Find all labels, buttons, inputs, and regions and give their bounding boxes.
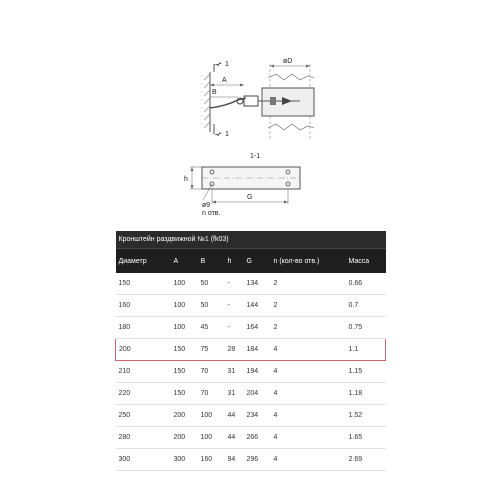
spec-table [115,231,386,471]
table-cell: 200 [116,339,171,361]
table-cell: 300 [116,449,171,471]
table-cell: 0.75 [346,317,386,339]
table-cell: 200 [171,427,198,449]
table-cell: 94 [225,449,244,471]
table-title-row [116,231,386,249]
table-cell: 0.66 [346,273,386,295]
table-cell: 75 [198,339,225,361]
column-header: h [225,249,244,274]
table-cell: 4 [271,405,346,427]
table-cell: 100 [171,295,198,317]
table-cell: 2.69 [346,449,386,471]
table-cell: 144 [244,295,271,317]
table-cell: 250 [116,405,171,427]
table-row [116,273,386,295]
table-cell: 70 [198,383,225,405]
table-cell: 100 [171,317,198,339]
table-cell: 100 [198,427,225,449]
table-cell: 180 [116,317,171,339]
hole-diameter-label: ø9 [202,202,211,209]
column-header: Диаметр [116,249,171,274]
table-cell: 266 [244,427,271,449]
table-cell: 150 [171,383,198,405]
table-cell: 234 [244,405,271,427]
table-header-row [116,249,386,274]
table-cell: 160 [198,449,225,471]
table-cell: 4 [271,449,346,471]
column-header: n (кол-во отв.) [271,249,346,274]
table-cell: 4 [271,383,346,405]
table-cell: 220 [116,383,171,405]
table-row [116,383,386,405]
table-cell: 1.65 [346,427,386,449]
table-cell: 4 [271,361,346,383]
table-cell: 134 [244,273,271,295]
table-cell: 204 [244,383,271,405]
column-header: B [198,249,225,274]
table-cell: 2 [271,295,346,317]
table-cell: 1.18 [346,383,386,405]
column-header: Масса [346,249,386,274]
table-cell: 50 [198,273,225,295]
table-cell: 194 [244,361,271,383]
table-row [116,427,386,449]
table-row [116,449,386,471]
section-marker-bottom: 1 [225,131,229,138]
table-cell: 70 [198,361,225,383]
bracket-arm [210,98,246,108]
table-cell: 2 [271,273,346,295]
table-cell: - [225,273,244,295]
table-row [116,317,386,339]
table-cell: 150 [171,361,198,383]
table-title: Кронштейн раздвижной №1 (fk03) [116,231,386,249]
technical-drawing [0,0,500,230]
table-cell: 1.52 [346,405,386,427]
wall-hatching [204,74,210,128]
table-cell: 4 [271,427,346,449]
table-cell: 44 [225,405,244,427]
table-row [116,405,386,427]
table-row [116,361,386,383]
table-cell: 0.7 [346,295,386,317]
table-cell: 280 [116,427,171,449]
table-cell: 100 [171,273,198,295]
table-cell: 1.1 [346,339,386,361]
table-cell: - [225,295,244,317]
table-cell: 45 [198,317,225,339]
table-cell: 210 [116,361,171,383]
table-cell: 184 [244,339,271,361]
table-cell: 200 [171,405,198,427]
table-cell: 44 [225,427,244,449]
table-cell: 150 [171,339,198,361]
table-cell: 300 [171,449,198,471]
column-header: G [244,249,271,274]
table-cell: 1.15 [346,361,386,383]
table-cell: 150 [116,273,171,295]
section-marker-top: 1 [225,61,229,68]
table-cell: 31 [225,361,244,383]
table-cell: 4 [271,339,346,361]
section-view-title: 1-1 [250,153,261,160]
table-cell: 31 [225,383,244,405]
table-cell: 296 [244,449,271,471]
table-cell: 50 [198,295,225,317]
dim-label-h: h [184,176,188,183]
dim-label-G: G [247,194,253,201]
dim-label-D: øD [283,58,293,65]
table-row-highlighted [116,339,386,361]
hole-count-label: n отв. [202,210,221,217]
table-row [116,295,386,317]
column-header: A [171,249,198,274]
dim-label-B: B [212,89,217,96]
table-cell: 164 [244,317,271,339]
table-cell: 28 [225,339,244,361]
dim-label-A: A [222,77,227,84]
table-cell: 100 [198,405,225,427]
table-cell: 2 [271,317,346,339]
table-cell: - [225,317,244,339]
table-cell: 160 [116,295,171,317]
